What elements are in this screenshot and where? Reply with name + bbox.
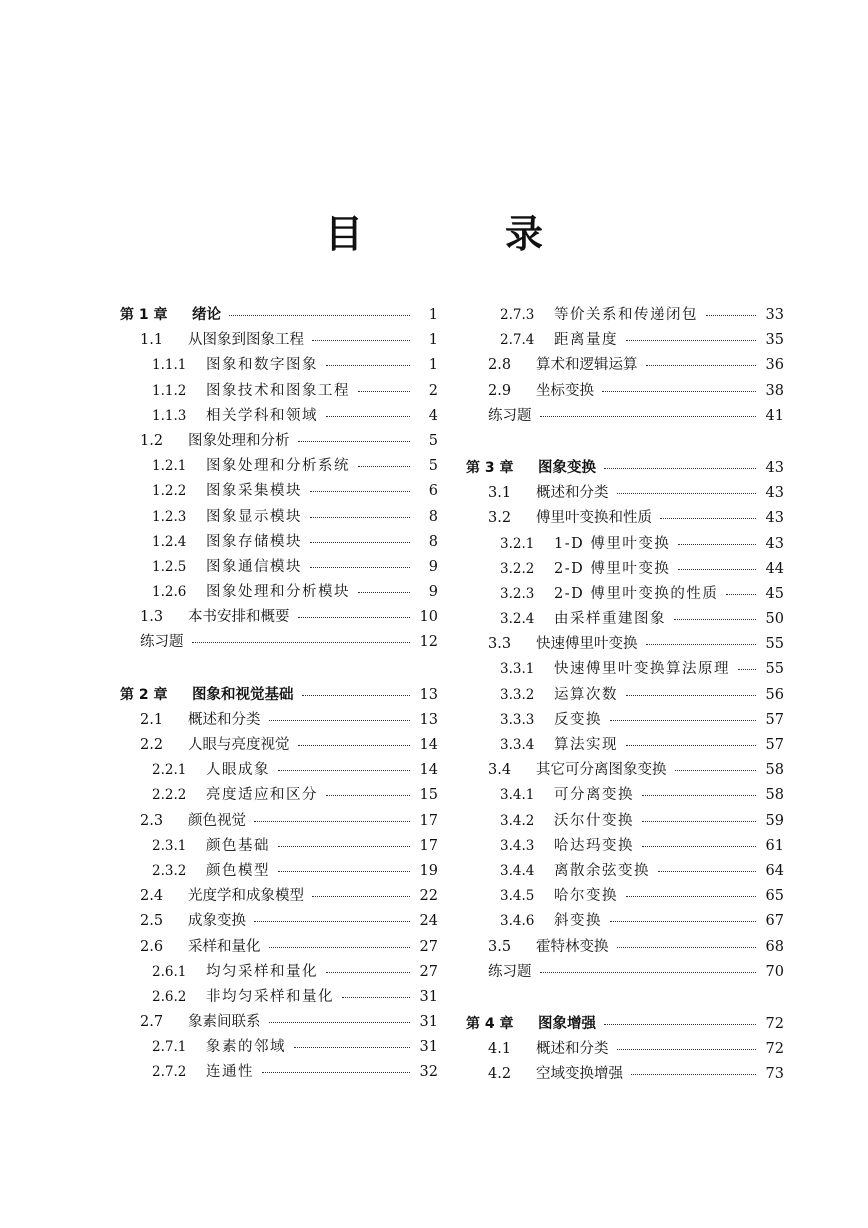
toc-exercise-entry[interactable] [120,630,438,655]
toc-entry-page: 1 [428,307,438,323]
toc-entry-page: 15 [419,787,438,804]
toc-entry-page: 31 [419,988,438,1005]
toc-section-entry[interactable] [466,935,784,960]
toc-entry-number: 2.2.2 [152,787,187,804]
toc-entry-title: 采样和量化 [188,938,261,955]
toc-section-entry[interactable] [466,607,784,632]
toc-entry-title: 象素间联系 [188,1014,261,1031]
dot-leader [269,1021,411,1023]
toc-entry-title: 哈尔变换 [554,888,618,905]
dot-leader [626,694,756,696]
toc-section-entry[interactable] [466,708,784,733]
toc-entry-number: 2.6 [140,938,164,955]
toc-section-entry[interactable] [120,379,438,404]
toc-entry-number: 2.6.1 [152,963,187,980]
section-spacer [120,656,438,683]
toc-section-entry[interactable] [120,985,438,1010]
dot-leader [646,364,757,366]
toc-entry-number: 1.2 [140,432,164,449]
toc-entry-page: 8 [428,508,438,525]
dot-leader [310,516,410,518]
toc-section-entry[interactable] [466,532,784,557]
toc-entry-title: 象素的邻域 [206,1039,286,1056]
toc-entry-title: 颜色视觉 [188,812,246,829]
toc-column-right [466,303,784,1087]
toc-section-entry[interactable] [120,708,438,733]
toc-section-entry[interactable] [120,733,438,758]
toc-entry-page: 58 [765,787,784,804]
toc-entry-number: 4.1 [488,1041,512,1058]
toc-section-entry[interactable] [466,328,784,353]
toc-entry-page: 59 [765,812,784,829]
dot-leader [642,845,756,847]
toc-entry-number: 3.2 [488,510,512,527]
toc-entry-title: 非均匀采样和量化 [206,988,334,1005]
toc-entry-title: 概述和分类 [536,1041,609,1058]
toc-section-entry[interactable] [120,1010,438,1035]
toc-entry-number: 2.2 [140,737,164,753]
toc-entry-number: 3.5 [488,938,512,955]
toc-entry-number: 4.2 [488,1066,512,1083]
dot-leader [617,946,757,948]
toc-entry-number: 2.3.2 [152,862,187,879]
toc-entry-number: 2.7 [140,1014,164,1031]
toc-entry-number: 1.1.1 [152,357,187,374]
toc-entry-number: 2.7.1 [152,1039,187,1056]
toc-entry-page: 61 [765,837,784,854]
toc-section-entry[interactable] [466,834,784,859]
toc-entry-page: 13 [419,711,438,728]
dot-leader [278,845,410,847]
toc-entry-title: 霍特林变换 [536,938,609,955]
toc-entry-page: 32 [419,1064,438,1081]
toc-entry-page: 50 [765,611,784,628]
toc-chapter-entry[interactable] [120,683,438,708]
toc-entry-page: 27 [419,938,438,955]
toc-entry-title: 相关学科和领域 [206,407,318,424]
dot-leader [626,339,756,341]
toc-entry-title: 图象处理和分析系统 [206,458,350,475]
toc-entry-page: 57 [765,711,784,728]
toc-entry-number: 3.2.4 [500,611,535,628]
toc-entry-page: 8 [428,533,438,550]
toc-section-entry[interactable] [466,859,784,884]
toc-entry-number: 3.1 [488,485,512,502]
toc-section-entry[interactable] [466,758,784,783]
toc-section-entry[interactable] [466,506,784,531]
toc-entry-page: 31 [419,1014,438,1031]
dot-leader [610,920,756,922]
dot-leader [326,415,410,417]
dot-leader [229,314,410,316]
toc-entry-title: 亮度适应和区分 [206,787,318,804]
toc-entry-title: 练习题 [140,634,184,651]
toc-entry-title: 1-D 傅里叶变换 [554,535,671,552]
toc-section-entry[interactable] [466,909,784,934]
toc-section-entry[interactable] [120,429,438,454]
toc-entry-number: 3.2.2 [500,560,535,577]
toc-entry-number: 1.2.2 [152,483,187,500]
dot-leader [312,895,410,897]
dot-leader [326,794,410,796]
toc-entry-number: 1.2.3 [152,508,187,525]
toc-entry-number: 2.2.1 [152,762,187,779]
toc-chapter-entry[interactable] [120,303,438,328]
toc-entry-page: 38 [765,382,784,399]
toc-section-entry[interactable] [120,404,438,429]
toc-entry-page: 55 [765,661,784,678]
dot-leader [678,543,756,545]
toc-section-entry[interactable] [120,1035,438,1060]
toc-entry-number: 1.1 [140,332,164,349]
toc-entry-number: 3.3.1 [500,661,535,678]
dot-leader [540,415,757,417]
toc-entry-page: 44 [765,560,784,577]
toc-entry-page: 10 [419,609,438,626]
toc-entry-title: 空域变换增强 [536,1066,623,1083]
dot-leader [617,492,757,494]
toc-section-entry[interactable] [120,809,438,834]
toc-entry-number: 3.3.3 [500,711,535,728]
toc-section-entry[interactable] [120,328,438,353]
toc-entry-number: 3.4.6 [500,913,535,930]
dot-leader [278,870,410,872]
toc-entry-page: 72 [765,1041,784,1058]
dot-leader [310,566,410,568]
toc-entry-page: 55 [765,636,784,653]
toc-entry-title: 练习题 [488,963,532,980]
toc-section-entry[interactable] [466,303,784,328]
toc-section-entry[interactable] [120,605,438,630]
dot-leader [602,390,756,392]
toc-entry-number: 第 1 章 [120,307,168,323]
toc-entry-page: 1 [428,332,438,349]
toc-section-entry[interactable] [466,1062,784,1087]
toc-section-entry[interactable] [466,733,784,758]
toc-section-entry[interactable] [120,479,438,504]
toc-entry-title: 傅里叶变换和性质 [536,510,652,527]
toc-section-entry[interactable] [466,379,784,404]
toc-entry-number: 3.3.2 [500,686,535,703]
dot-leader [658,870,756,872]
toc-section-entry[interactable] [466,809,784,834]
dot-leader [312,339,410,341]
toc-entry-number: 2.9 [488,382,512,399]
toc-entry-number: 3.4.5 [500,888,535,905]
dot-leader [642,820,756,822]
dot-leader [278,769,410,771]
toc-entry-title: 概述和分类 [188,711,261,728]
toc-section-entry[interactable] [120,783,438,808]
toc-entry-page: 13 [419,686,438,703]
toc-section-entry[interactable] [466,1037,784,1062]
toc-entry-title: 图象和视觉基础 [192,686,294,703]
toc-entry-title: 图象技术和图象工程 [206,382,350,399]
toc-entry-page: 4 [428,407,438,424]
dot-leader [358,591,410,593]
toc-entry-page: 19 [419,862,438,879]
toc-entry-page: 17 [419,812,438,829]
dot-leader [294,1046,410,1048]
toc-entry-title: 坐标变换 [536,382,594,399]
toc-entry-title: 2-D 傅里叶变换 [554,560,671,577]
toc-entry-number: 2.8 [488,357,512,374]
toc-section-entry[interactable] [466,481,784,506]
toc-entry-page: 31 [419,1039,438,1056]
toc-entry-number: 3.2.3 [500,585,535,602]
toc-entry-page: 65 [765,888,784,905]
toc-entry-title: 颜色基础 [206,837,270,854]
toc-column-left [120,303,438,1086]
dot-leader [269,719,411,721]
dot-leader [342,996,410,998]
toc-section-entry[interactable] [120,758,438,783]
toc-entry-page: 56 [765,686,784,703]
toc-section-entry[interactable] [120,909,438,934]
page-title: 目 录 [324,212,595,256]
toc-entry-page: 35 [765,332,784,349]
toc-entry-number: 1.2.1 [152,458,187,475]
toc-entry-title: 人眼成象 [206,762,270,779]
toc-entry-title: 图象变换 [538,459,596,476]
toc-entry-number: 2.3 [140,812,164,829]
toc-section-entry[interactable] [120,505,438,530]
toc-entry-page: 43 [765,535,784,552]
toc-entry-page: 41 [765,407,784,424]
toc-entry-number: 3.4.1 [500,787,535,804]
toc-chapter-entry[interactable] [466,1012,784,1037]
toc-entry-number: 1.3 [140,609,164,626]
dot-leader [326,364,410,366]
toc-entry-number: 2.6.2 [152,988,187,1005]
dot-leader [610,719,756,721]
dot-leader [678,568,756,570]
toc-entry-title: 算法实现 [554,737,618,753]
toc-chapter-entry[interactable] [466,456,784,481]
dot-leader [738,668,756,670]
toc-section-entry[interactable] [120,555,438,580]
toc-entry-page: 64 [765,862,784,879]
toc-entry-number: 2.7.3 [500,307,535,323]
toc-entry-number: 2.7.2 [152,1064,187,1081]
toc-entry-page: 14 [419,737,438,753]
dot-leader [302,694,411,696]
toc-entry-title: 图象存储模块 [206,533,302,550]
toc-entry-title: 反变换 [554,711,602,728]
toc-entry-number: 第 2 章 [120,686,168,703]
toc-entry-title: 人眼与亮度视觉 [188,737,290,753]
dot-leader [326,971,410,973]
toc-section-entry[interactable] [120,859,438,884]
dot-leader [298,616,411,618]
dot-leader [254,920,410,922]
toc-section-entry[interactable] [120,353,438,378]
toc-entry-title: 图象通信模块 [206,558,302,575]
toc-section-entry[interactable] [466,557,784,582]
toc-entry-number: 3.2.1 [500,535,535,552]
toc-exercise-entry[interactable] [466,404,784,429]
toc-entry-number: 2.7.4 [500,332,535,349]
dot-leader [358,390,410,392]
dot-leader [358,465,410,467]
toc-entry-page: 43 [765,485,784,502]
toc-entry-page: 14 [419,762,438,779]
toc-entry-title: 距离量度 [554,332,618,349]
dot-leader [626,895,756,897]
toc-section-entry[interactable] [466,632,784,657]
toc-section-entry[interactable] [120,1060,438,1085]
toc-entry-title: 图象采集模块 [206,483,302,500]
toc-entry-title: 连通性 [206,1064,254,1081]
toc-entry-page: 43 [765,459,784,476]
toc-entry-number: 2.4 [140,888,164,905]
toc-section-entry[interactable] [120,884,438,909]
toc-entry-title: 运算次数 [554,686,618,703]
toc-entry-title: 练习题 [488,407,532,424]
dot-leader [674,618,756,620]
toc-entry-title: 其它可分离图象变换 [536,762,667,779]
toc-entry-page: 72 [765,1015,784,1032]
toc-entry-title: 图象处理和分析 [188,432,290,449]
dot-leader [646,643,757,645]
toc-section-entry[interactable] [120,935,438,960]
toc-section-entry[interactable] [120,530,438,555]
toc-entry-page: 9 [428,558,438,575]
toc-exercise-entry[interactable] [466,960,784,985]
dot-leader [604,467,756,469]
dot-leader [262,1071,410,1073]
dot-leader [540,971,757,973]
toc-entry-title: 从图象到图象工程 [188,332,304,349]
toc-entry-title: 沃尔什变换 [554,812,634,829]
toc-entry-title: 斜变换 [554,913,602,930]
toc-entry-title: 光度学和成象模型 [188,888,304,905]
toc-entry-title: 绪论 [192,307,221,323]
toc-section-entry[interactable] [466,657,784,682]
toc-entry-number: 3.4.2 [500,812,535,829]
toc-entry-page: 43 [765,510,784,527]
toc-section-entry[interactable] [120,960,438,985]
toc-section-entry[interactable] [120,454,438,479]
toc-entry-page: 9 [428,584,438,601]
dot-leader [298,440,411,442]
toc-entry-number: 3.3.4 [500,737,535,753]
dot-leader [269,946,411,948]
toc-entry-page: 68 [765,938,784,955]
toc-entry-title: 2-D 傅里叶变换的性质 [554,585,719,602]
dot-leader [726,593,756,595]
toc-entry-number: 2.5 [140,913,164,930]
toc-entry-number: 2.3.1 [152,837,187,854]
toc-entry-page: 58 [765,762,784,779]
toc-entry-number: 2.1 [140,711,164,728]
toc-entry-title: 快速傅里叶变换 [536,636,638,653]
toc-entry-title: 等价关系和传递闭包 [554,307,698,323]
toc-entry-page: 2 [428,382,438,399]
toc-entry-page: 36 [765,357,784,374]
toc-entry-page: 1 [428,357,438,374]
toc-entry-title: 本书安排和概要 [188,609,290,626]
dot-leader [298,744,411,746]
dot-leader [310,490,410,492]
toc-entry-page: 12 [419,634,438,651]
toc-entry-title: 概述和分类 [536,485,609,502]
toc-entry-title: 离散余弦变换 [554,862,650,879]
toc-section-entry[interactable] [120,580,438,605]
toc-entry-number: 第 4 章 [466,1015,514,1032]
toc-entry-title: 成象变换 [188,913,246,930]
dot-leader [617,1048,757,1050]
dot-leader [626,744,756,746]
toc-section-entry[interactable] [466,582,784,607]
toc-entry-number: 第 3 章 [466,459,514,476]
toc-entry-number: 3.4.3 [500,837,535,854]
toc-section-entry[interactable] [466,353,784,378]
toc-entry-title: 均匀采样和量化 [206,963,318,980]
toc-entry-title: 哈达玛变换 [554,837,634,854]
toc-section-entry[interactable] [466,683,784,708]
toc-entry-title: 图象增强 [538,1015,596,1032]
dot-leader [254,820,410,822]
dot-leader [604,1023,756,1025]
toc-entry-page: 57 [765,737,784,753]
toc-entry-title: 图象处理和分析模块 [206,584,350,601]
dot-leader [631,1073,756,1075]
toc-section-entry[interactable] [120,834,438,859]
toc-entry-title: 图象显示模块 [206,508,302,525]
toc-entry-page: 73 [765,1066,784,1083]
toc-entry-page: 17 [419,837,438,854]
toc-entry-page: 6 [428,483,438,500]
toc-entry-page: 5 [428,458,438,475]
dot-leader [660,517,756,519]
toc-entry-number: 3.4.4 [500,862,535,879]
toc-entry-page: 33 [765,307,784,323]
dot-leader [642,794,756,796]
toc-entry-title: 颜色模型 [206,862,270,879]
section-spacer [466,985,784,1012]
toc-entry-number: 1.2.5 [152,558,187,575]
toc-entry-title: 快速傅里叶变换算法原理 [554,661,730,678]
toc-section-entry[interactable] [466,783,784,808]
dot-leader [675,769,757,771]
toc-entry-page: 70 [765,963,784,980]
toc-entry-number: 3.3 [488,636,512,653]
toc-entry-page: 27 [419,963,438,980]
dot-leader [706,314,756,316]
toc-entry-page: 5 [428,432,438,449]
dot-leader [310,541,410,543]
toc-entry-number: 1.1.3 [152,407,187,424]
toc-entry-page: 45 [765,585,784,602]
toc-entry-number: 1.2.4 [152,533,187,550]
toc-entry-title: 图象和数字图象 [206,357,318,374]
toc-entry-page: 67 [765,913,784,930]
dot-leader [192,641,411,643]
toc-entry-number: 1.1.2 [152,382,187,399]
toc-entry-title: 由采样重建图象 [554,611,666,628]
section-spacer [466,429,784,456]
toc-entry-page: 24 [419,913,438,930]
toc-entry-page: 22 [419,888,438,905]
toc-entry-number: 3.4 [488,762,512,779]
toc-entry-title: 算术和逻辑运算 [536,357,638,374]
toc-entry-title: 可分离变换 [554,787,634,804]
toc-section-entry[interactable] [466,884,784,909]
toc-entry-number: 1.2.6 [152,584,187,601]
